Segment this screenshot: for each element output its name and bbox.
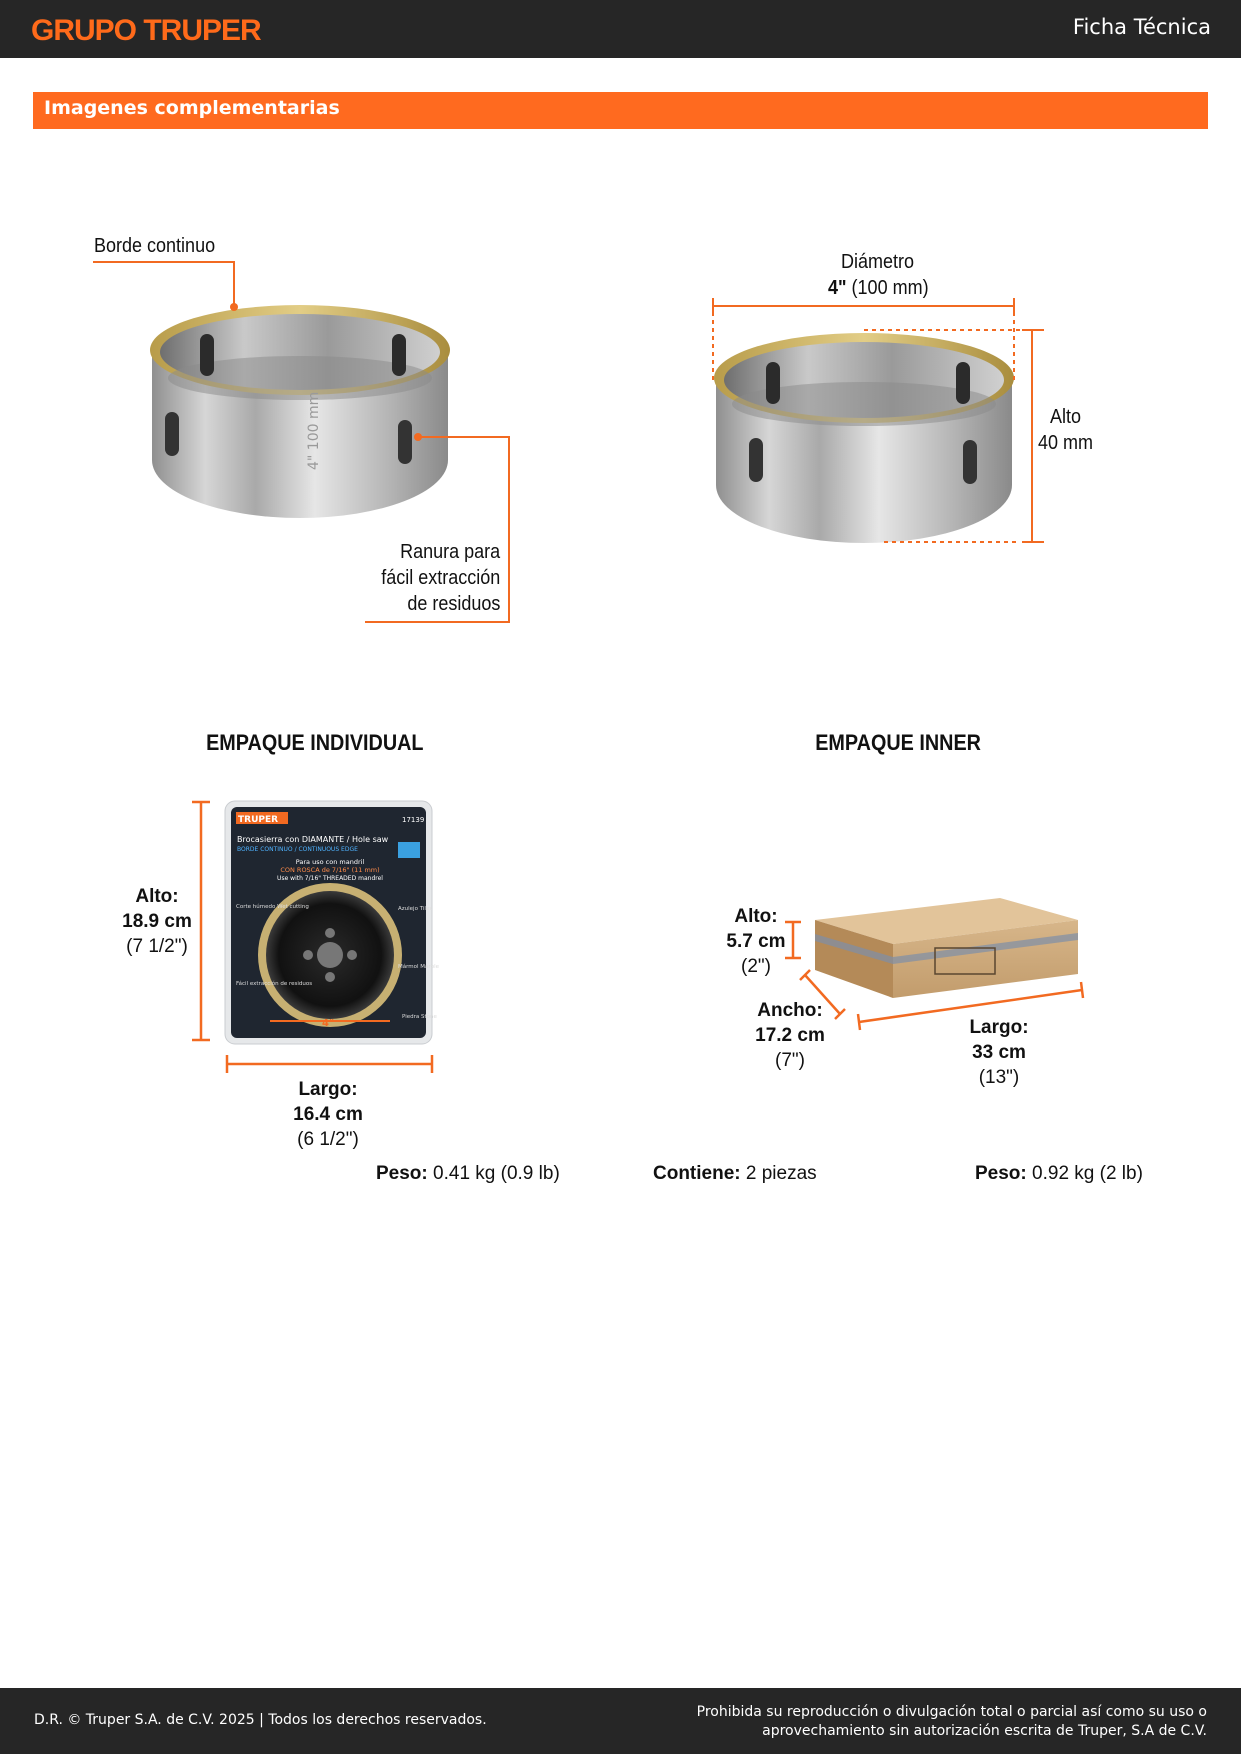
callout-slot-line2: fácil extracción [380, 567, 500, 589]
hole-saw-left-image [150, 305, 450, 518]
callout-slot-line1: Ranura para [399, 541, 500, 563]
callout-dot-rim [230, 303, 238, 311]
inner-width-label: Ancho: 17.2 cm (7") [755, 1000, 825, 1071]
svg-text:Brocasierra con DIAMANTE / Hol: Brocasierra con DIAMANTE / Hole saw [237, 835, 389, 844]
svg-text:Use with 7/16" THREADED mandre: Use with 7/16" THREADED mandrel [277, 875, 383, 882]
document-title: Ficha Técnica [1072, 15, 1211, 39]
svg-text:BORDE CONTINUO / CONTINUOUS ED: BORDE CONTINUO / CONTINUOUS EDGE [237, 846, 358, 853]
svg-text:Mármol Marble: Mármol Marble [398, 964, 440, 970]
svg-text:Fácil extracción de residuos: Fácil extracción de residuos [236, 981, 313, 987]
callout-slot-line3: de residuos [406, 593, 500, 615]
individual-pack-title: EMPAQUE INDIVIDUAL [206, 730, 424, 755]
callout-rim-label: Borde continuo [94, 235, 216, 257]
section-title: Imagenes complementarias [44, 97, 340, 119]
callout-dot-slot [414, 433, 422, 441]
svg-text:17139: 17139 [402, 816, 425, 824]
height-label: Alto [1050, 406, 1082, 428]
svg-text:4": 4" [322, 1018, 335, 1029]
inner-weight: Peso: 0.92 kg (2 lb) [975, 1163, 1143, 1184]
inner-box-image [815, 898, 1078, 998]
individual-weight: Peso: 0.41 kg (0.9 lb) [376, 1163, 560, 1184]
svg-text:Azulejo Tiles: Azulejo Tiles [398, 906, 433, 912]
diameter-label: Diámetro [841, 251, 915, 273]
inner-length-label: Largo: 33 cm (13") [969, 1017, 1029, 1088]
svg-text:Piedra Stone: Piedra Stone [402, 1014, 437, 1020]
footer-copyright: D.R. © Truper S.A. de C.V. 2025 | Todos los derechos reservados. [34, 1712, 487, 1728]
inner-pack-title: EMPAQUE INNER [815, 730, 981, 755]
footer-legal-notice: Prohibida su reproducción o divulgación total o parcial así como su uso o aprovechamiento sin autorización escrita de Truper, S.A de C.V. [696, 1704, 1207, 1739]
svg-text:Corte húmedo Wet cutting: Corte húmedo Wet cutting [236, 904, 309, 910]
hole-saw-right-image [714, 333, 1014, 543]
individual-height-label: Alto: 18.9 cm (7 1/2") [122, 886, 192, 957]
diameter-value: 4" (100 mm) [828, 277, 929, 299]
inner-contains: Contiene: 2 piezas [653, 1163, 817, 1184]
engraving-text: 4" 100 mm [306, 391, 322, 470]
svg-text:CON ROSCA de 7/16" (11 mm): CON ROSCA de 7/16" (11 mm) [280, 866, 380, 874]
individual-length-label: Largo: 16.4 cm (6 1/2") [293, 1079, 363, 1150]
height-value: 40 mm [1038, 432, 1094, 454]
svg-text:Para uso con mandril: Para uso con mandril [295, 858, 365, 866]
brand-logo: GRUPO TRUPER [31, 14, 261, 47]
inner-height-label: Alto: 5.7 cm (2") [726, 906, 786, 977]
svg-text:TRUPER: TRUPER [238, 815, 279, 825]
